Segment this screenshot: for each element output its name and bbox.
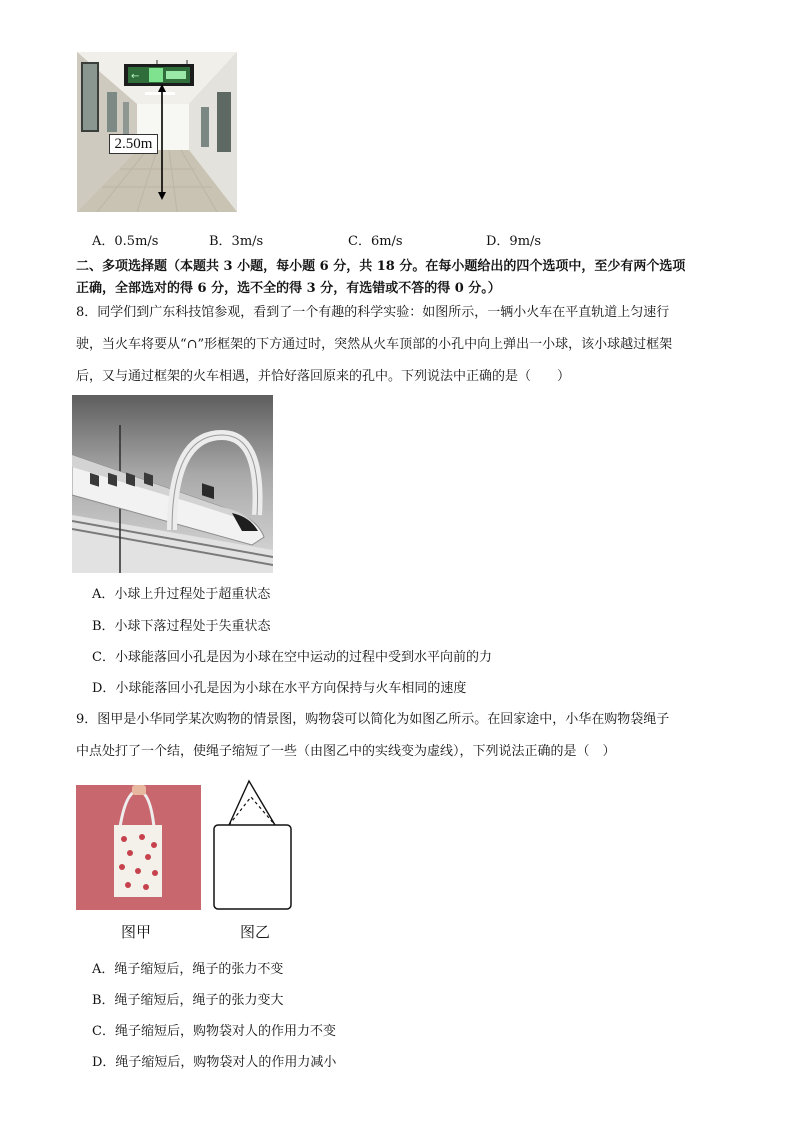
tote-bag-photo [76, 785, 201, 910]
q9-option-d: D．绳子缩短后，购物袋对人的作用力减小 [92, 1055, 337, 1070]
q8-option-b: B．小球下落过程处于失重状态 [92, 619, 271, 634]
q7-option-c: C．6m/s [348, 234, 403, 249]
q8-option-c: C．小球能落回小孔是因为小球在空中运动的过程中受到水平向前的力 [92, 650, 492, 665]
q9-stem-line1: 9．图甲是小华同学某次购物的情景图，购物袋可以简化为如图乙所示。在回家途中，小华在购物袋绳子 [76, 712, 670, 727]
q8-stem-line2: 驶，当火车将要从“∩”形框架的下方通过时，突然从火车顶部的小孔中向上弹出一小球，该小球越过框架 [76, 337, 673, 352]
q8-option-d: D．小球能落回小孔是因为小球在水平方向保持与火车相同的速度 [92, 681, 467, 696]
caption-jia: 图甲 [121, 923, 152, 941]
q9-option-a: A．绳子缩短后，绳子的张力不变 [92, 962, 284, 977]
svg-text:←: ← [131, 71, 140, 82]
q9-option-b: B．绳子缩短后，绳子的张力变大 [92, 993, 284, 1008]
q7-option-d: D．9m/s [486, 234, 542, 249]
q8-option-a: A．小球上升过程处于超重状态 [92, 587, 271, 602]
q9-option-c: C．绳子缩短后，购物袋对人的作用力不变 [92, 1024, 336, 1039]
height-label: 2.50m [109, 134, 158, 154]
q8-stem-line3: 后，又与通过框架的火车相遇，并恰好落回原来的孔中。下列说法中正确的是（ ） [76, 369, 571, 384]
section2-heading-line1: 二、多项选择题（本题共 3 小题，每小题 6 分，共 18 分。在每小题给出的四个选项中，至少有两个选项 [76, 259, 686, 274]
corridor-photo [77, 52, 237, 212]
bag-diagram [208, 775, 296, 913]
caption-yi: 图乙 [240, 923, 271, 941]
q7-option-b: B．3m/s [209, 234, 264, 249]
q9-stem-line2: 中点处打了一个结，使绳子缩短了一些（由图乙中的实线变为虚线），下列说法正确的是（ ） [76, 744, 616, 759]
section2-heading-line2: 正确，全部选对的得 6 分，选不全的得 3 分，有选错或不答的得 0 分。） [76, 281, 501, 296]
q8-stem-line1: 8．同学们到广东科技馆参观，看到了一个有趣的科学实验：如图所示，一辆小火车在平直轨道上匀速行 [76, 305, 670, 320]
q7-option-a: A．0.5m/s [92, 234, 159, 249]
train-photo [72, 395, 273, 573]
